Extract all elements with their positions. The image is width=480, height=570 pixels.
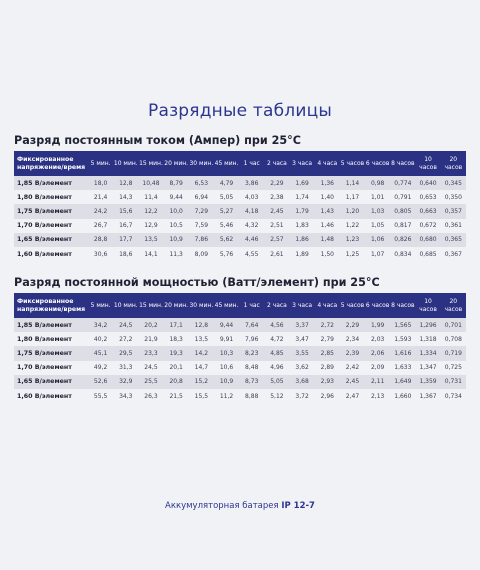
table-cell: 34,3 xyxy=(113,389,138,403)
table-cell: 2,96 xyxy=(315,389,340,403)
column-header: 1 час xyxy=(239,151,264,176)
table-cell: 0,640 xyxy=(415,176,440,190)
table-cell: 5,46 xyxy=(214,219,239,233)
column-header: 6 часов xyxy=(365,293,390,318)
column-header: 5 часов xyxy=(340,151,365,176)
column-header: 2 часа xyxy=(264,151,289,176)
table-cell: 14,7 xyxy=(189,361,214,375)
row-label: 1,75 В/элемент xyxy=(14,346,88,360)
table-cell: 9,44 xyxy=(214,318,239,332)
table-cell: 15,2 xyxy=(189,375,214,389)
table-cell: 5,27 xyxy=(214,204,239,218)
column-header: 20 часов xyxy=(441,293,466,318)
table-row xyxy=(14,190,466,204)
page-title: Разрядные таблицы xyxy=(148,101,332,121)
table-cell: 2,45 xyxy=(340,375,365,389)
table-cell: 45,1 xyxy=(88,346,113,360)
table-cell: 4,85 xyxy=(264,346,289,360)
row-label: 1,65 В/элемент xyxy=(14,233,88,247)
table-cell: 4,46 xyxy=(239,233,264,247)
column-header: 4 часа xyxy=(315,293,340,318)
table-cell: 4,79 xyxy=(214,176,239,190)
table-row xyxy=(14,176,466,190)
table-cell: 10,5 xyxy=(164,219,189,233)
table-cell: 11,3 xyxy=(164,247,189,261)
table-cell: 21,5 xyxy=(164,389,189,403)
table-cell: 32,9 xyxy=(113,375,138,389)
table-cell: 11,2 xyxy=(214,389,239,403)
row-label: 1,85 В/элемент xyxy=(14,176,88,190)
table-cell: 0,791 xyxy=(390,190,415,204)
table-cell: 1,347 xyxy=(415,361,440,375)
table-cell: 2,13 xyxy=(365,389,390,403)
table-cell: 6,53 xyxy=(189,176,214,190)
table-cell: 0,367 xyxy=(441,247,466,261)
table-cell: 5,12 xyxy=(264,389,289,403)
table-cell: 52,6 xyxy=(88,375,113,389)
table-cell: 20,2 xyxy=(138,318,163,332)
table-cell: 1,22 xyxy=(340,219,365,233)
table-cell: 0,701 xyxy=(441,318,466,332)
table-cell: 1,86 xyxy=(290,233,315,247)
table-row xyxy=(14,247,466,261)
column-header: 5 мин. xyxy=(88,293,113,318)
table-cell: 1,48 xyxy=(315,233,340,247)
table-cell: 2,34 xyxy=(340,332,365,346)
table-cell: 0,734 xyxy=(441,389,466,403)
table-cell: 1,50 xyxy=(315,247,340,261)
table-cell: 16,7 xyxy=(113,219,138,233)
column-header: 3 часа xyxy=(290,293,315,318)
table-cell: 1,36 xyxy=(315,176,340,190)
table-cell: 2,29 xyxy=(340,318,365,332)
table-cell: 8,88 xyxy=(239,389,264,403)
table-row xyxy=(14,375,466,389)
table-cell: 2,93 xyxy=(315,375,340,389)
column-header: 45 мин. xyxy=(214,293,239,318)
table-cell: 0,834 xyxy=(390,247,415,261)
table-cell: 0,708 xyxy=(441,332,466,346)
table-cell: 26,7 xyxy=(88,219,113,233)
table-cell: 7,64 xyxy=(239,318,264,332)
table-cell: 1,89 xyxy=(290,247,315,261)
table-cell: 9,44 xyxy=(164,190,189,204)
table-row xyxy=(14,233,466,247)
column-header: 3 часа xyxy=(290,151,315,176)
table-cell: 1,633 xyxy=(390,361,415,375)
row-label: 1,75 В/элемент xyxy=(14,204,88,218)
table-cell: 1,01 xyxy=(365,190,390,204)
column-header: 30 мин. xyxy=(189,293,214,318)
table-cell: 0,653 xyxy=(415,190,440,204)
table-cell: 0,731 xyxy=(441,375,466,389)
table-cell: 2,09 xyxy=(365,361,390,375)
column-header: 30 мин. xyxy=(189,151,214,176)
column-header: 10 часов xyxy=(415,151,440,176)
footer-model: IP 12-7 xyxy=(281,501,315,511)
column-header: 15 мин. xyxy=(138,293,163,318)
table-cell: 13,5 xyxy=(189,332,214,346)
table-cell: 1,23 xyxy=(340,233,365,247)
table-cell: 8,73 xyxy=(239,375,264,389)
discharge-table-current xyxy=(14,151,466,261)
table-cell: 0,805 xyxy=(390,204,415,218)
footer xyxy=(0,501,480,511)
table-cell: 0,774 xyxy=(390,176,415,190)
table-cell: 4,18 xyxy=(239,204,264,218)
table-cell: 49,2 xyxy=(88,361,113,375)
table-header-row xyxy=(14,293,466,318)
table-cell: 18,3 xyxy=(164,332,189,346)
table-cell: 2,45 xyxy=(264,204,289,218)
column-header: 4 часа xyxy=(315,151,340,176)
table-cell: 28,8 xyxy=(88,233,113,247)
row-label: 1,80 В/элемент xyxy=(14,332,88,346)
table-cell: 0,672 xyxy=(415,219,440,233)
table-cell: 4,72 xyxy=(264,332,289,346)
table-cell: 2,11 xyxy=(365,375,390,389)
table-row xyxy=(14,219,466,233)
column-header: 45 мин. xyxy=(214,151,239,176)
column-header: 20 мин. xyxy=(164,151,189,176)
table-cell: 5,05 xyxy=(214,190,239,204)
row-header-label: Фиксированное напряжение/время xyxy=(14,151,88,176)
table-cell: 2,57 xyxy=(264,233,289,247)
table-cell: 10,0 xyxy=(164,204,189,218)
column-header: 1 час xyxy=(239,293,264,318)
table-cell: 10,9 xyxy=(164,233,189,247)
table-cell: 12,8 xyxy=(189,318,214,332)
column-header: 10 часов xyxy=(415,293,440,318)
table-cell: 15,5 xyxy=(189,389,214,403)
table-cell: 12,9 xyxy=(138,219,163,233)
table-cell: 1,99 xyxy=(365,318,390,332)
table-cell: 1,367 xyxy=(415,389,440,403)
table-cell: 2,72 xyxy=(315,318,340,332)
table-cell: 1,660 xyxy=(390,389,415,403)
table-cell: 0,357 xyxy=(441,204,466,218)
table-row xyxy=(14,346,466,360)
table-cell: 10,48 xyxy=(138,176,163,190)
table-cell: 1,69 xyxy=(290,176,315,190)
row-header-label: Фиксированное напряжение/время xyxy=(14,293,88,318)
table-cell: 55,5 xyxy=(88,389,113,403)
table-cell: 18,6 xyxy=(113,247,138,261)
table-cell: 20,8 xyxy=(164,375,189,389)
table-cell: 13,5 xyxy=(138,233,163,247)
table-cell: 7,59 xyxy=(189,219,214,233)
column-header: 10 мин. xyxy=(113,293,138,318)
column-header: 15 мин. xyxy=(138,151,163,176)
table-cell: 1,07 xyxy=(365,247,390,261)
table-cell: 24,2 xyxy=(88,204,113,218)
table-cell: 5,76 xyxy=(214,247,239,261)
table-cell: 19,3 xyxy=(164,346,189,360)
table-cell: 2,85 xyxy=(315,346,340,360)
table-cell: 1,83 xyxy=(290,219,315,233)
table-cell: 17,7 xyxy=(113,233,138,247)
table-cell: 0,663 xyxy=(415,204,440,218)
table-row xyxy=(14,318,466,332)
table-row xyxy=(14,204,466,218)
table-cell: 7,96 xyxy=(239,332,264,346)
table-cell: 1,74 xyxy=(290,190,315,204)
column-header: 20 мин. xyxy=(164,293,189,318)
table-cell: 15,6 xyxy=(113,204,138,218)
table-cell: 2,29 xyxy=(264,176,289,190)
table-cell: 17,1 xyxy=(164,318,189,332)
table-cell: 1,25 xyxy=(340,247,365,261)
table-cell: 8,48 xyxy=(239,361,264,375)
table-cell: 1,616 xyxy=(390,346,415,360)
table-row xyxy=(14,389,466,403)
table-cell: 1,14 xyxy=(340,176,365,190)
table-cell: 1,593 xyxy=(390,332,415,346)
table-cell: 24,5 xyxy=(138,361,163,375)
row-label: 1,65 В/элемент xyxy=(14,375,88,389)
table-cell: 1,43 xyxy=(315,204,340,218)
table-cell: 0,350 xyxy=(441,190,466,204)
table-cell: 2,39 xyxy=(340,346,365,360)
table-cell: 18,0 xyxy=(88,176,113,190)
column-header: 2 часа xyxy=(264,293,289,318)
table-cell: 0,817 xyxy=(390,219,415,233)
table-cell: 2,03 xyxy=(365,332,390,346)
table-cell: 5,05 xyxy=(264,375,289,389)
table-cell: 3,55 xyxy=(290,346,315,360)
table-header-row xyxy=(14,151,466,176)
table-cell: 24,5 xyxy=(113,318,138,332)
row-label: 1,70 В/элемент xyxy=(14,361,88,375)
column-header: 20 часов xyxy=(441,151,466,176)
table-cell: 0,826 xyxy=(390,233,415,247)
table-cell: 30,6 xyxy=(88,247,113,261)
table-cell: 2,79 xyxy=(315,332,340,346)
table-cell: 5,62 xyxy=(214,233,239,247)
table-cell: 3,68 xyxy=(290,375,315,389)
table-cell: 25,5 xyxy=(138,375,163,389)
table-cell: 4,32 xyxy=(239,219,264,233)
row-label: 1,85 В/элемент xyxy=(14,318,88,332)
table-cell: 8,09 xyxy=(189,247,214,261)
table-cell: 1,05 xyxy=(365,219,390,233)
table-cell: 4,96 xyxy=(264,361,289,375)
table-cell: 1,20 xyxy=(340,204,365,218)
table-cell: 0,98 xyxy=(365,176,390,190)
table-cell: 12,2 xyxy=(138,204,163,218)
table-cell: 2,06 xyxy=(365,346,390,360)
table-cell: 2,38 xyxy=(264,190,289,204)
table-cell: 9,91 xyxy=(214,332,239,346)
table-cell: 7,29 xyxy=(189,204,214,218)
table-cell: 4,56 xyxy=(264,318,289,332)
table-cell: 3,86 xyxy=(239,176,264,190)
table-cell: 0,685 xyxy=(415,247,440,261)
table-cell: 6,94 xyxy=(189,190,214,204)
table-cell: 12,8 xyxy=(113,176,138,190)
table-cell: 1,296 xyxy=(415,318,440,332)
table-cell: 1,03 xyxy=(365,204,390,218)
table-cell: 10,6 xyxy=(214,361,239,375)
table-cell: 7,86 xyxy=(189,233,214,247)
table-cell: 34,2 xyxy=(88,318,113,332)
table-cell: 0,365 xyxy=(441,233,466,247)
table-cell: 0,680 xyxy=(415,233,440,247)
table-cell: 0,725 xyxy=(441,361,466,375)
table-cell: 0,719 xyxy=(441,346,466,360)
table-cell: 1,79 xyxy=(290,204,315,218)
table-cell: 27,2 xyxy=(113,332,138,346)
table-cell: 0,345 xyxy=(441,176,466,190)
table-cell: 11,4 xyxy=(138,190,163,204)
table-cell: 8,23 xyxy=(239,346,264,360)
table-row xyxy=(14,361,466,375)
table-cell: 1,318 xyxy=(415,332,440,346)
row-label: 1,60 В/элемент xyxy=(14,247,88,261)
column-header: 5 мин. xyxy=(88,151,113,176)
discharge-table-power xyxy=(14,293,466,403)
table-cell: 1,565 xyxy=(390,318,415,332)
table-cell: 10,9 xyxy=(214,375,239,389)
table-cell: 1,46 xyxy=(315,219,340,233)
table-cell: 1,649 xyxy=(390,375,415,389)
table-cell: 1,334 xyxy=(415,346,440,360)
table-cell: 14,1 xyxy=(138,247,163,261)
table-cell: 21,9 xyxy=(138,332,163,346)
column-header: 8 часов xyxy=(390,293,415,318)
table-cell: 2,51 xyxy=(264,219,289,233)
table-cell: 3,72 xyxy=(290,389,315,403)
table-cell: 8,79 xyxy=(164,176,189,190)
column-header: 8 часов xyxy=(390,151,415,176)
table-row xyxy=(14,332,466,346)
table-cell: 3,37 xyxy=(290,318,315,332)
column-header: 10 мин. xyxy=(113,151,138,176)
table-cell: 4,55 xyxy=(239,247,264,261)
table-cell: 1,359 xyxy=(415,375,440,389)
column-header: 5 часов xyxy=(340,293,365,318)
section-title-current: Разряд постоянным током (Ампер) при 25°C xyxy=(14,134,301,147)
table-cell: 26,3 xyxy=(138,389,163,403)
table-cell: 3,62 xyxy=(290,361,315,375)
table-cell: 2,89 xyxy=(315,361,340,375)
column-header: 6 часов xyxy=(365,151,390,176)
row-label: 1,70 В/элемент xyxy=(14,219,88,233)
table-cell: 21,4 xyxy=(88,190,113,204)
row-label: 1,60 В/элемент xyxy=(14,389,88,403)
table-cell: 4,03 xyxy=(239,190,264,204)
table-cell: 20,1 xyxy=(164,361,189,375)
table-cell: 0,361 xyxy=(441,219,466,233)
table-cell: 3,47 xyxy=(290,332,315,346)
table-cell: 2,61 xyxy=(264,247,289,261)
table-cell: 1,40 xyxy=(315,190,340,204)
table-cell: 1,06 xyxy=(365,233,390,247)
row-label: 1,80 В/элемент xyxy=(14,190,88,204)
table-cell: 10,3 xyxy=(214,346,239,360)
section-title-power: Разряд постоянной мощностью (Ватт/элемент) при 25°C xyxy=(14,276,380,289)
table-cell: 1,17 xyxy=(340,190,365,204)
table-cell: 29,5 xyxy=(113,346,138,360)
table-cell: 2,47 xyxy=(340,389,365,403)
table-cell: 14,3 xyxy=(113,190,138,204)
table-cell: 31,3 xyxy=(113,361,138,375)
table-cell: 2,42 xyxy=(340,361,365,375)
table-cell: 23,3 xyxy=(138,346,163,360)
table-cell: 14,2 xyxy=(189,346,214,360)
footer-text: Аккумуляторная батарея xyxy=(165,501,279,511)
table-cell: 40,2 xyxy=(88,332,113,346)
